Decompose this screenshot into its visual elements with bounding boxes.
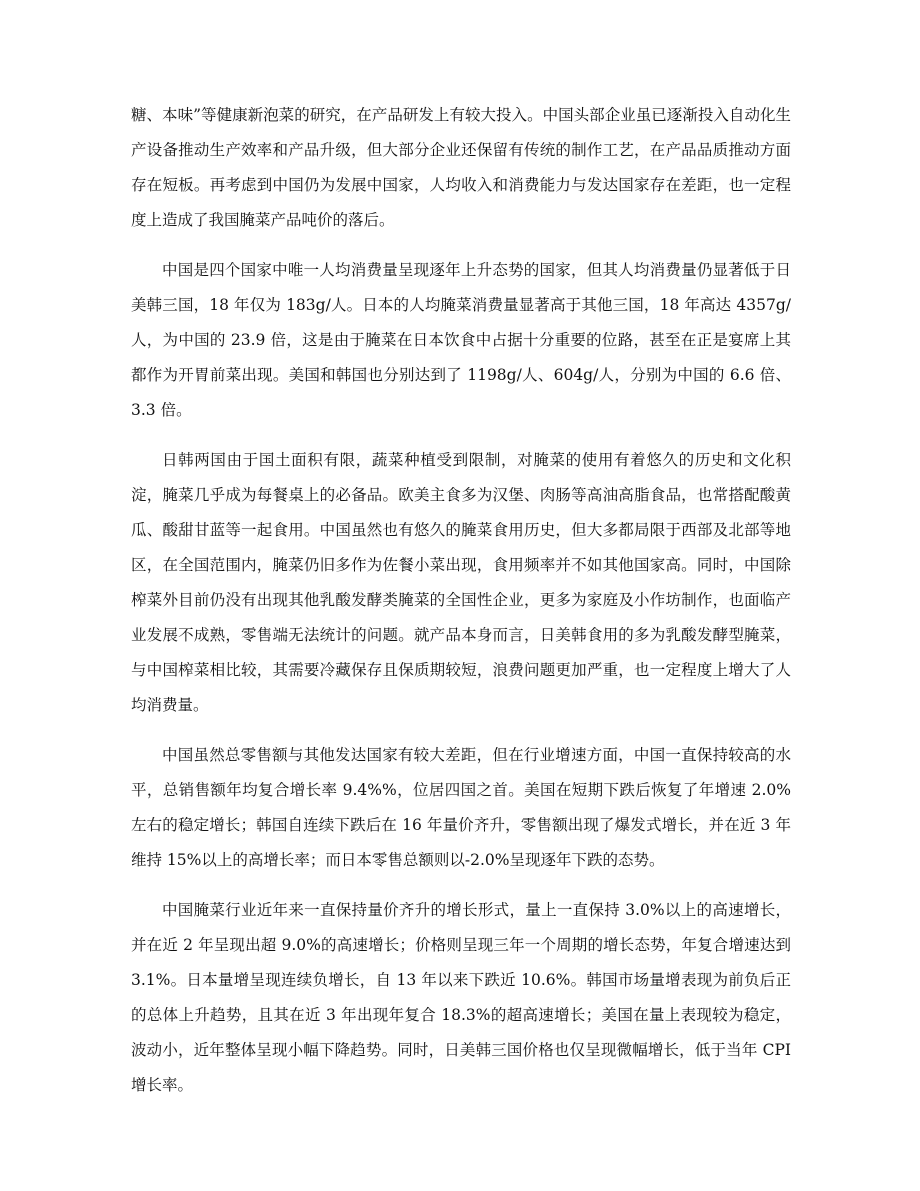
paragraph-1: 糖、本味”等健康新泡菜的研究，在产品研发上有较大投入。中国头部企业虽已逐渐投入自动化生产设备推动生产效率和产品升级，但大部分企业还保留有传统的制作工艺，在产品品质推动方面存在短板。再考虑到中国仍为发展中国家，人均收入和消费能力与发达国家存在差距，也一定程度上造成了我国腌菜产品吨价的落后。 [131,106,791,229]
paragraph-5: 中国腌菜行业近年来一直保持量价齐升的增长形式，量上一直保持 3.0%以上的高速增长，并在近 2 年呈现出超 9.0%的高速增长；价格则呈现三年一个周期的增长态势，年复合增速达到 3.1%。日本量增呈现连续负增长，自 13 年以来下跌近 10.6%。韩国市场量增表现为前负后正的总体上升趋势，且其在近 3 年出现年复合 18.3%的超高速增长；美国在量上表现较为稳定，波动小，近年整体呈现小幅下降趋势。同时，日美韩三国价格也仅呈现微幅增长，低于当年 CPI 增长率。 [131,901,791,1094]
paragraph-3: 日韩两国由于国土面积有限，蔬菜种植受到限制，对腌菜的使用有着悠久的历史和文化积淀，腌菜几乎成为每餐桌上的必备品。欧美主食多为汉堡、肉肠等高油高脂食品，也常搭配酸黄瓜、酸甜甘蓝等一起食用。中国虽然也有悠久的腌菜食用历史，但大多都局限于西部及北部等地区，在全国范围内，腌菜仍旧多作为佐餐小菜出现，食用频率并不如其他国家高。同时，中国除榨菜外目前仍没有出现其他乳酸发酵类腌菜的全国性企业，更多为家庭及小作坊制作，也面临产业发展不成熟，零售端无法统计的问题。就产品本身而言，日美韩食用的多为乳酸发酵型腌菜，与中国榨菜相比较，其需要冷藏保存且保质期较短，浪费问题更加严重，也一定程度上增大了人均消费量。 [131,451,791,714]
document-body [131,98,791,1118]
paragraph-4: 中国虽然总零售额与其他发达国家有较大差距，但在行业增速方面，中国一直保持较高的水平，总销售额年均复合增长率 9.4%%，位居四国之首。美国在短期下跌后恢复了年增速 2.0%左右的稳定增长；韩国自连续下跌后在 16 年量价齐升，零售额出现了爆发式增长，并在近 3 年维持 15%以上的高增长率；而日本零售总额则以-2.0%呈现逐年下跌的态势。 [131,746,791,869]
paragraph-2: 中国是四个国家中唯一人均消费量呈现逐年上升态势的国家，但其人均消费量仍显著低于日美韩三国，18 年仅为 183g/人。日本的人均腌菜消费量显著高于其他三国，18 年高达 4357g/人，为中国的 23.9 倍，这是由于腌菜在日本饮食中占据十分重要的位路，甚至在正是宴席上其都作为开胃前菜出现。美国和韩国也分别达到了 1198g/人、604g/人，分别为中国的 6.6 倍、3.3 倍。 [131,261,791,419]
